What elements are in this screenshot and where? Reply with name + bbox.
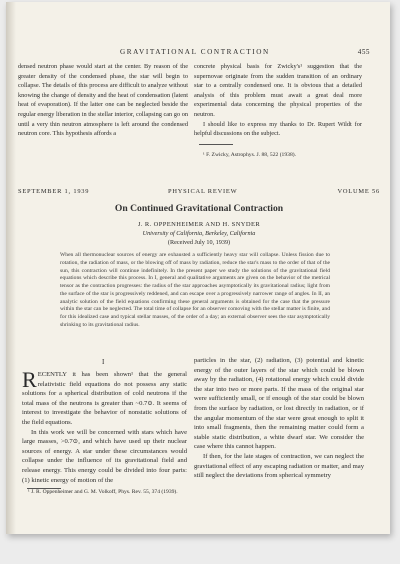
article-footnote: ¹ J. R. Oppenheimer and G. M. Volkoff, Phys. Rev. 55, 374 (1939).	[28, 489, 178, 496]
running-head-title: GRAVITATIONAL CONTRACTION	[120, 48, 270, 56]
journal-page	[6, 2, 390, 534]
acknowledgement-paragraph: I should like to express my thanks to Dr. Rupert Wildt for helpful discussions on the subject.	[194, 120, 362, 138]
journal-name: PHYSICAL REVIEW	[168, 188, 238, 195]
previous-article-paragraph-1: concrete physical basis for Zwicky's¹ suggestion that the supernovae originate from the sudden transition of an ordinary star to a centrally condensed one. It is obvious that a detailed analysis of this problem must await a great deal more experimental data concerning the physical properties of the neutron.	[194, 63, 362, 118]
section-number: I	[102, 358, 105, 366]
article-body-right-column	[194, 356, 364, 481]
received-date: (Received July 10, 1939)	[167, 239, 231, 246]
issue-date: SEPTEMBER 1, 1939	[18, 188, 90, 195]
footnote-rule	[199, 144, 233, 145]
volume-number: VOLUME 56	[337, 188, 380, 195]
page-gutter-shadow	[6, 2, 16, 534]
page-number: 455	[357, 48, 370, 56]
body-paragraph-3: particles in the star, (2) radiation, (3) potential and kinetic energy of the outer layers of the star which could be blown away by the radiation, (4) rotational energy which could divide the star into two or more parts. If the mass of the original star were sufficiently small, or if enough of the star could be blown from the surface by radiation, or lost directly in radiation, or if the angular momentum of the star were great enough to split it into small fragments, then the remaining matter could form a stable static distribution, a white dwarf star. We consider the case where this cannot happen.	[194, 357, 364, 451]
drop-cap: R	[22, 367, 37, 392]
previous-article-text: densed neutron phase would start at the center. By reason of the greater density of the condensed phase, the star will begin to collapse. The details of this process are difficult to analyze without knowing the change of density and the heat of condensation (latent heat of evaporation). If the latter one can be neglected beside the regular energy liberation in the stellar interior, collapsing can go on until a very thin neutron atmosphere is left around the condensed neutron core. This hypothesis affords a	[18, 63, 188, 138]
body-paragraph-2: In this work we will be concerned with stars which have large masses, >0.7⊙, and which have used up their nuclear sources of energy. A star under these circumstances would collapse under the influence of its gravitational field and release energy. This energy could be divided into four parts: (1) kinetic energy of motion of the	[22, 428, 187, 484]
previous-article-left-column	[18, 62, 188, 139]
previous-article-right-column	[194, 62, 362, 159]
body-paragraph-1	[22, 367, 187, 428]
article-body-left-column	[22, 367, 187, 497]
body-paragraph-1-text: ECENTLY it has been shown¹ that the general relativistic field equations do not possess any static solutions for a spherical distribution of cold neutrons if the total mass of the neutrons is greater than ~0.7⊙. It seems of interest to investigate the behavior of nonstatic solutions of the field equations.	[22, 371, 187, 426]
article-abstract: When all thermonuclear sources of energy are exhausted a sufficiently heavy star will collapse. Unless fission due to rotation, the radiation of mass, or the blowing off of mass by radiation, reduce the star's mass to the order of that of the sun, this contraction will continue indefinitely. In the present paper we study the solutions of the gravitational field equations which describe this process. In I, general and qualitative arguments are given on the behavior of the metrical tensor as the contraction progresses: the radius of the star approaches asymptotically its gravitational radius; light from the surface of the star is progressively reddened, and can escape over a progressively narrower range of angles. In II, an analytic solution of the field equations confirming these general arguments is obtained for the case that the pressure within the star can be neglected. The total time of collapse for an observer comoving with the stellar matter is finite, and for this idealized case and typical stellar masses, of the order of a day; an external observer sees the star asymptotically shrinking to its gravitational radius.	[60, 252, 330, 328]
article-title: On Continued Gravitational Contraction	[114, 203, 284, 214]
previous-article-footnote: ¹ F. Zwicky, Astrophys. J. 88, 522 (1938).	[203, 151, 297, 158]
body-paragraph-4: If then, for the late stages of contraction, we can neglect the gravitational effect of any escaping radiation or matter, and may still neglect the deviations from spherical symmetry	[194, 452, 364, 480]
article-authors: J. R. OPPENHEIMER AND H. SNYDER	[137, 221, 261, 228]
author-affiliation: University of California, Berkeley, California	[142, 230, 256, 237]
